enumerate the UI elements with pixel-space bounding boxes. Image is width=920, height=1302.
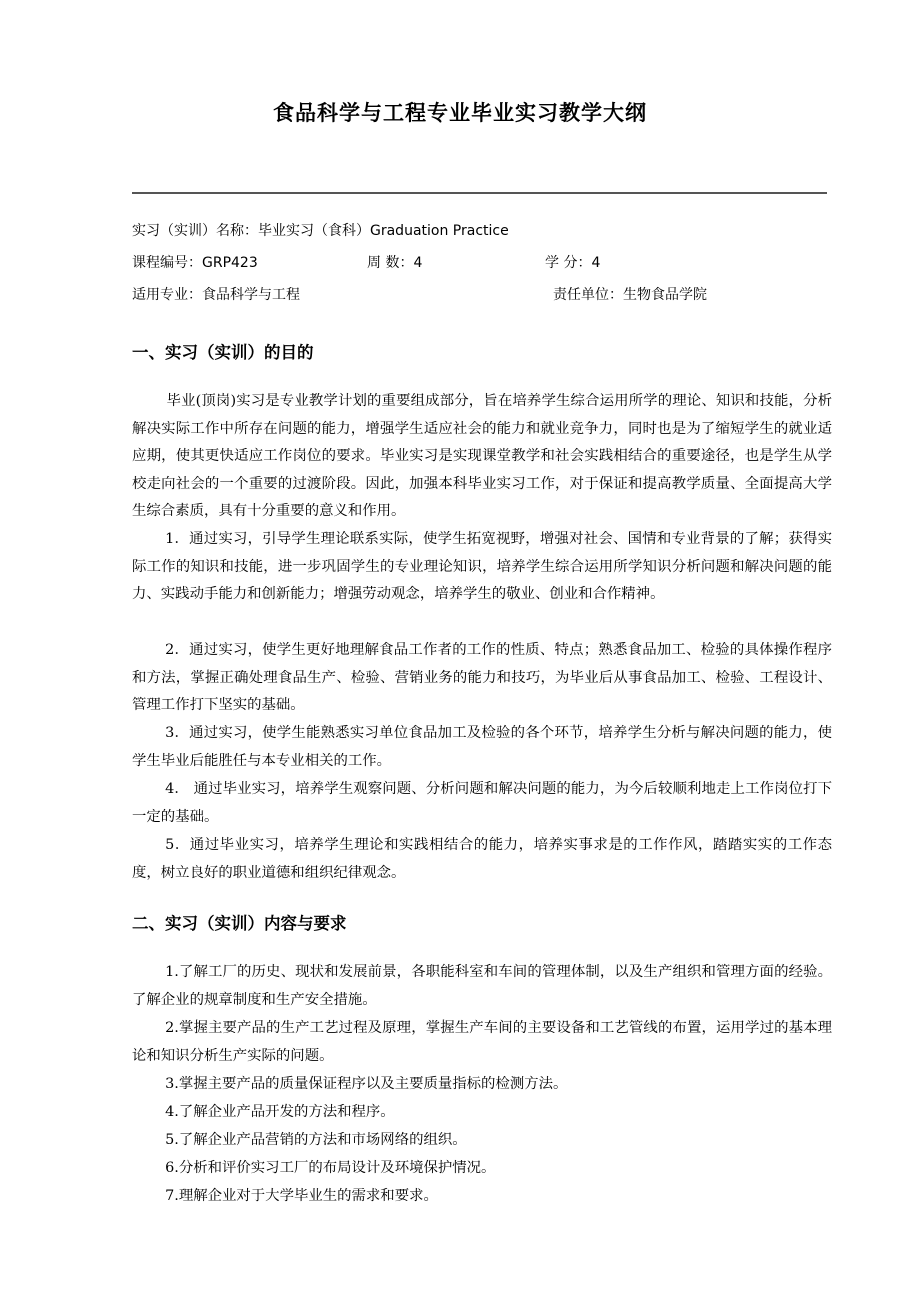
meta-name-line [132,221,832,241]
section1-item-3: 3．通过实习，使学生能熟悉实习单位食品加工及检验的各个环节，培养学生分析与解决问题的能力，使学生毕业后能胜任与本专业相关的工作。 [132,725,832,769]
section1-item-4: 4． 通过毕业实习，培养学生观察问题、分析问题和解决问题的能力，为今后较顺利地走上工作岗位打下一定的基础。 [132,781,832,825]
meta-major-line [132,285,832,305]
section1-item-5: 5．通过毕业实习，培养学生理论和实践相结合的能力，培养实事求是的工作作风，踏踏实实的工作态度，树立良好的职业道德和组织纪律观念。 [132,837,832,881]
section2-item-5: 5.了解企业产品营销的方法和市场网络的组织。 [165,1132,467,1148]
practice-name: 实习（实训）名称：毕业实习（食科）Graduation Practice [132,223,509,239]
responsible-department: 责任单位：生物食品学院 [553,287,707,303]
section2-item-6: 6.分析和评价实习工厂的布局设计及环境保护情况。 [165,1160,496,1176]
section1-intro: 毕业(顶岗)实习是专业教学计划的重要组成部分，旨在培养学生综合运用所学的理论、知识和技能，分析解决实际工作中所存在问题的能力，增强学生适应社会的能力和就业竞争力，同时也是为了缩短学生的就业适应期，使其更快适应工作岗位的要求。毕业实习是实现课堂教学和社会实践相结合的重要途径，也是学生从学校走向社会的一个重要的过渡阶段。因此，加强本科毕业实习工作，对于保证和提高教学质量、全面提高大学生综合素质，具有十分重要的意义和作用。 [132,393,832,520]
section2-item-1: 1.了解工厂的历史、现状和发展前景，各职能科室和车间的管理体制，以及生产组织和管理方面的经验。了解企业的规章制度和生产安全措施。 [132,964,832,1008]
section2-item-3: 3.掌握主要产品的质量保证程序以及主要质量指标的检测方法。 [165,1076,568,1092]
section2-heading: 二、实习（实训）内容与要求 [132,914,347,933]
section2-item-2: 2.掌握主要产品的生产工艺过程及原理，掌握生产车间的主要设备和工艺管线的布置，运用学过的基本理论和知识分析生产实际的问题。 [132,1020,832,1064]
section1-item-2: 2．通过实习，使学生更好地理解食品工作者的工作的性质、特点；熟悉食品加工、检验的具体操作程序和方法，掌握正确处理食品生产、检验、营销业务的能力和技巧，为毕业后从事食品加工、检验、工程设计、管理工作打下坚实的基础。 [132,642,832,714]
section1-heading: 一、实习（实训）的目的 [132,343,314,362]
document-title: 食品科学与工程专业毕业实习教学大纲 [273,101,647,125]
title-divider [132,192,827,194]
applicable-major: 适用专业：食品科学与工程 [132,287,300,303]
section1-item-1: 1．通过实习，引导学生理论联系实际，使学生拓宽视野，增强对社会、国情和专业背景的了解；获得实际工作的知识和技能，进一步巩固学生的专业理论知识，培养学生综合运用所学知识分析问题和解决问题的能力、实践动手能力和创新能力；增强劳动观念，培养学生的敬业、创业和合作精神。 [132,531,832,603]
meta-code-line [132,253,832,273]
course-code: 课程编号：GRP423 [132,255,258,271]
section2-item-7: 7.理解企业对于大学毕业生的需求和要求。 [165,1188,438,1204]
credits: 学 分：4 [545,255,601,271]
section2-item-4: 4.了解企业产品开发的方法和程序。 [165,1104,395,1120]
weeks: 周 数：4 [367,255,423,271]
